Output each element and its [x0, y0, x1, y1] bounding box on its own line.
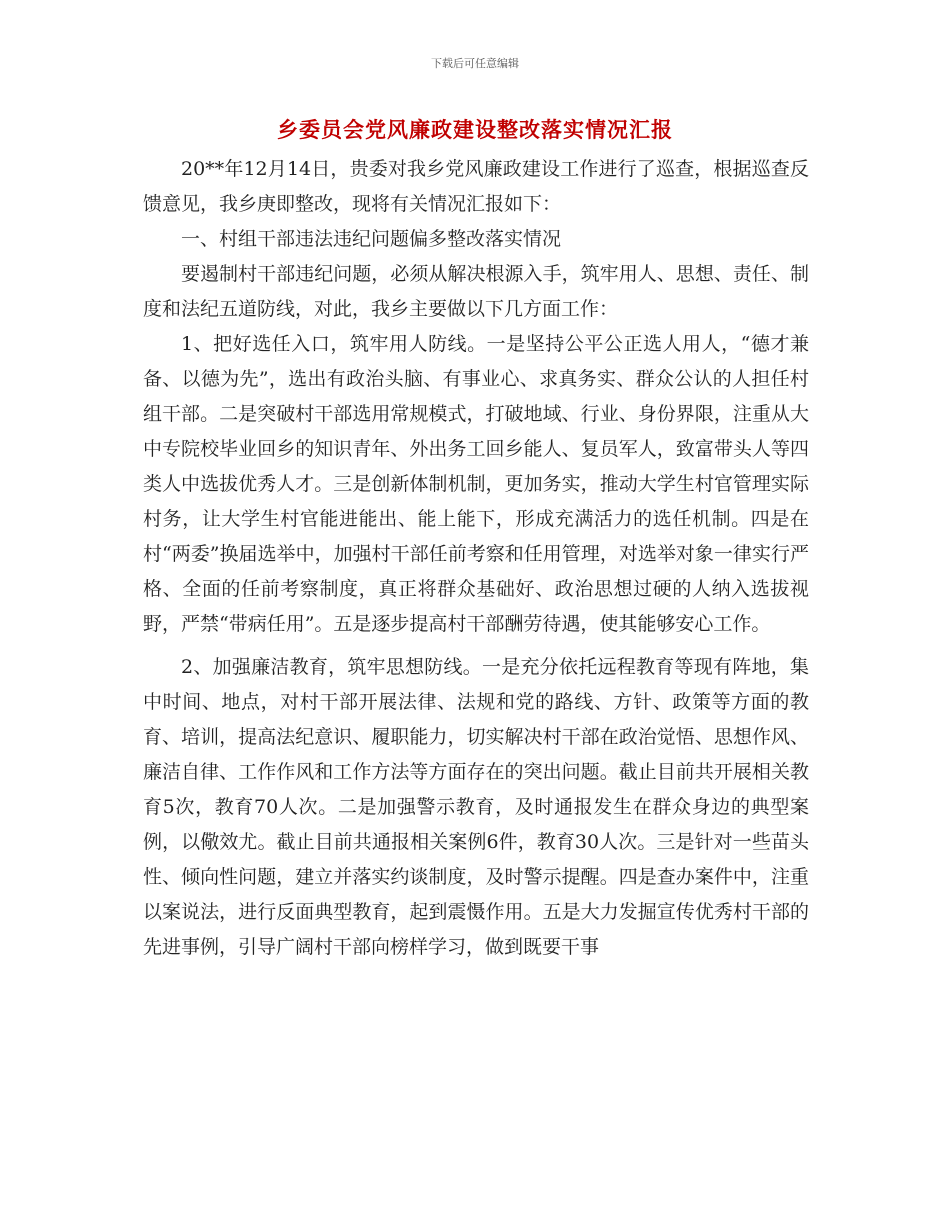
paragraph-intro: 20**年12月14日，贵委对我乡党风廉政建设工作进行了巡查，根据巡查反馈意见，我乡庚即整改，现将有关情况汇报如下：	[143, 158, 809, 215]
document-title: 乡委员会党风廉政建设整改落实情况汇报	[277, 117, 673, 142]
document-body	[143, 152, 809, 965]
section-heading: 一、村组干部违法违纪问题偏多整改落实情况	[181, 228, 562, 250]
paragraph-item-1: 1、把好选任入口，筑牢用人防线。一是坚持公平公正选人用人，“德才兼备、以德为先”，选出有政治头脑、有事业心、求真务实、群众公认的人担任村组干部。二是突破村干部选用常规模式，打破地域、行业、身份界限，注重从大中专院校毕业回乡的知识青年、外出务工回乡能人、复员军人，致富带头人等四类人中选拔优秀人才。三是创新体制机制，更加务实，推动大学生村官管理实际村务，让大学生村官能进能出、能上能下，形成充满活力的选任机制。四是在村“两委”换届选举中，加强村干部任前考察和任用管理，对选举对象一律实行严格、全面的任前考察制度，真正将群众基础好、政治思想过硬的人纳入选拔视野，严禁“带病任用”。五是逐步提高村干部酬劳待遇，使其能够安心工作。	[143, 333, 809, 635]
header-note: 下载后可任意编辑	[431, 57, 519, 70]
paragraph-item-2: 2、加强廉洁教育，筑牢思想防线。一是充分依托远程教育等现有阵地，集中时间、地点，对村干部开展法律、法规和党的路线、方针、政策等方面的教育、培训，提高法纪意识、履职能力，切实解决村干部在政治觉悟、思想作风、廉洁自律、工作作风和工作方法等方面存在的突出问题。截止目前共开展相关教育5次，教育70人次。二是加强警示教育，及时通报发生在群众身边的典型案例，以儆效尤。截止目前共通报相关案例6件，教育30人次。三是针对一些苗头性、倾向性问题，建立并落实约谈制度，及时警示提醒。四是查办案件中，注重以案说法，进行反面典型教育，起到震慑作用。五是大力发掘宣传优秀村干部的先进事例，引导广阔村干部向榜样学习，做到既要干事	[143, 656, 809, 958]
paragraph-overview: 要遏制村干部违纪问题，必须从解决根源入手，筑牢用人、思想、责任、制度和法纪五道防线，对此，我乡主要做以下几方面工作：	[143, 263, 809, 320]
